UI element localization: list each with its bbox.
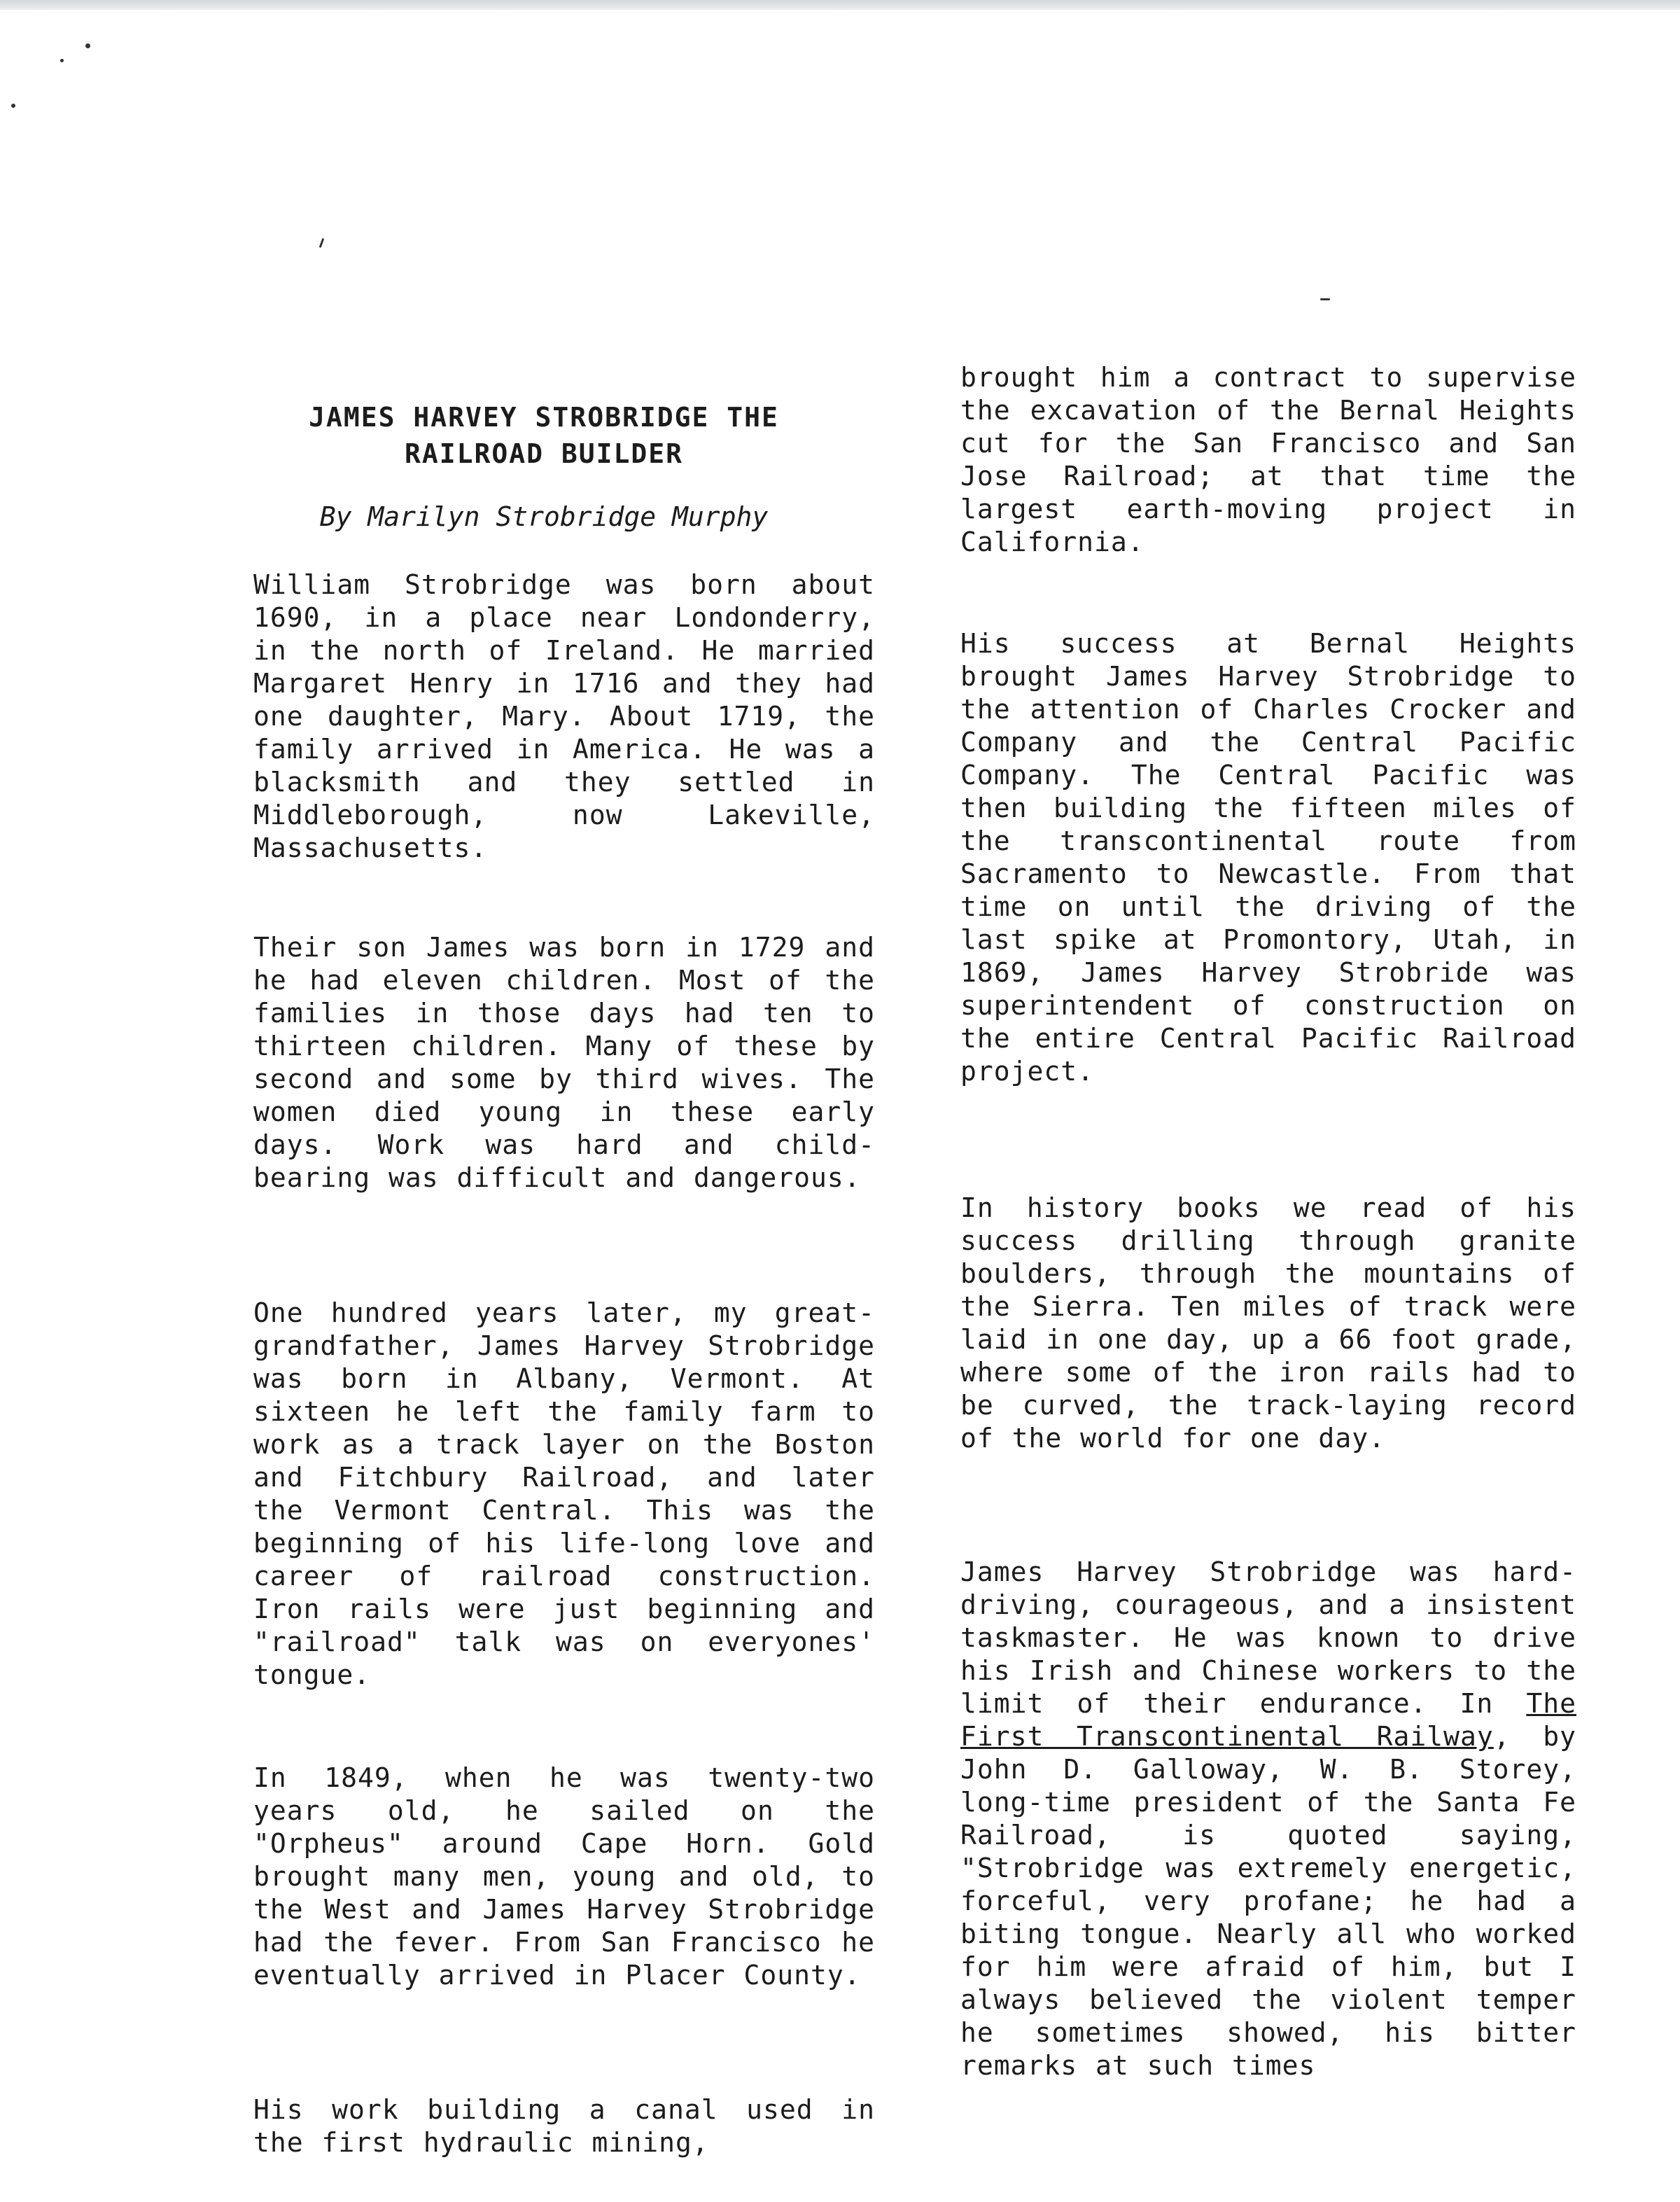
paragraph-gold-rush: In 1849, when he was twenty-two years old, he sailed on the "Orpheus" around Cape Horn. Gold brought many men, young and old, to the West and James Harvey Strobridge had the fever. From San Francisco he eventually arrived in Placer County. [253,1762,875,1991]
scan-speck [11,104,15,108]
article-title: JAMES HARVEY STROBRIDGE THE RAILROAD BUILDER [309,402,779,469]
scan-top-edge [0,0,1680,10]
paragraph-son-james: Their son James was born in 1729 and he had eleven children. Most of the families in those days had ten to thirteen children. Many of these by second and some by third wives. The women died young in these early days. Work was hard and child-bearing was difficult and dangerous. [253,932,875,1193]
article-byline: By Marilyn Strobridge Murphy [319,501,769,532]
paragraph-central-pacific: His success at Bernal Heights brought James Harvey Strobridge to the attention of Charles Crocker and Company and the Central Pacific Company. The Central Pacific was then building the fifteen miles of the transcontinental route from Sacramento to Newcastle. From that time on until the driving of the last spike at Promontory, Utah, in 1869, James Harvey Strobride was superintendent of construction on the entire Central Pacific Railroad project. [960,628,1576,1087]
scan-speck [1320,298,1330,300]
book-title-link: The First Transcontinental Railway [960,1688,1576,1752]
paragraph-canal-work: His work building a canal used in the first hydraulic mining, [253,2094,875,2158]
taskmaster-text-start: James Harvey Strobridge was hard-driving, courageous, and a insistent taskmaster. He was known to drive his Irish and Chinese workers to the limit of their endurance. In [960,1556,1576,1719]
taskmaster-text-end: , by John D. Galloway, W. B. Storey, long-time president of the Santa Fe Railroad, is quoted saying, "Strobridge was extremely energetic, forceful, very profane; he had a biting tongue. Nearly all who worked for him were afraid of him, but I always believed the violent temper he sometimes showed, his bitter remarks at such times [960,1721,1576,2081]
paragraph-sierra-record: In history books we read of his success drilling through granite boulders, through the mountains of the Sierra. Ten miles of track were laid in one day, up a 66 foot grade, where some of the iron rails had to be curved, the track-laying record of the world for one day. [960,1192,1576,1454]
scan-speck [85,43,90,48]
paragraph-bernal-heights: brought him a contract to supervise the excavation of the Bernal Heights cut for the San Francisco and San Jose Railroad; at that time the largest earth-moving project in California. [960,362,1576,557]
scan-speck [319,238,325,248]
paragraph-ancestry: William Strobridge was born about 1690, in a place near Londonderry, in the north of Ireland. He married Margaret Henry in 1716 and they had one daughter, Mary. About 1719, the family arrived in America. He was a blacksmith and they settled in Middleborough, now Lakeville, Massachusetts. [253,569,875,863]
scan-speck [60,59,64,62]
paragraph-taskmaster [960,1556,1576,2082]
paragraph-great-grandfather: One hundred years later, my great-grandfather, James Harvey Strobridge was born in Albany, Vermont. At sixteen he left the family farm to work as a track layer on the Boston and Fitchbury Railroad, and later the Vermont Central. This was the beginning of his life-long love and career of railroad construction. Iron rails were just beginning and "railroad" talk was on everyones' tongue. [253,1297,875,1690]
